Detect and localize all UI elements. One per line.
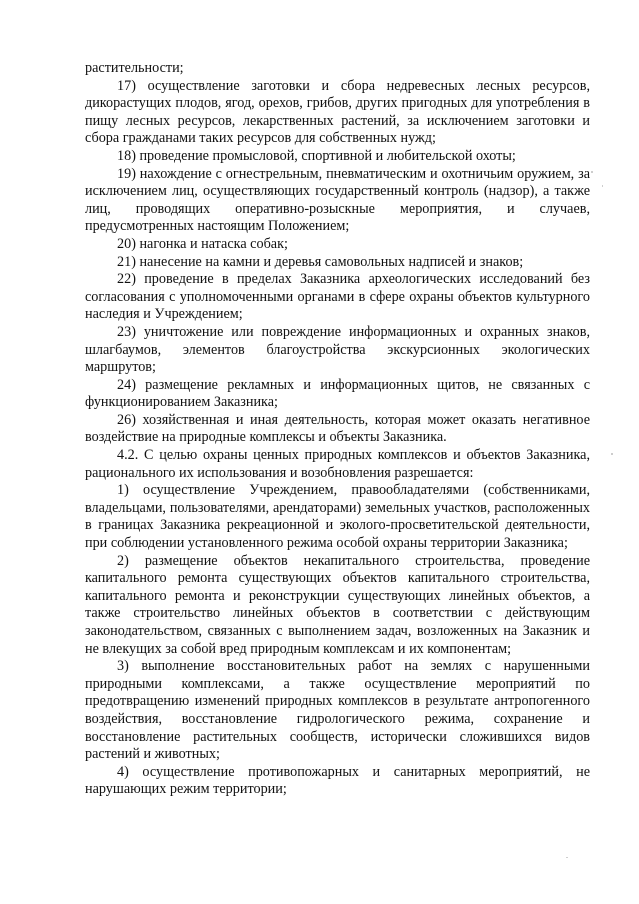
- document-body: [85, 60, 590, 799]
- list-item-19: 19) нахождение с огнестрельным, пневматическим и охотничьим оружием, за исключением лиц, осуществляющих государственный контроль (надзор), а также лиц, проводящих оперативно-розыскные мероприятия, и случаев, предусмотренных настоящим Положением;: [85, 165, 590, 235]
- list-item-17: 17) осуществление заготовки и сбора недревесных лесных ресурсов, дикорастущих плодов, ягод, орехов, грибов, других пригодных для употребления в пищу лесных ресурсов, лекарственных растений, за исключением заготовки и сбора гражданами таких ресурсов для собственных нужд;: [85, 77, 590, 147]
- list-item-20: 20) нагонка и натаска собак;: [117, 235, 288, 252]
- scan-speck: [602, 185, 603, 187]
- section-4-2-intro: 4.2. С целью охраны ценных природных комплексов и объектов Заказника, рационального их использования и возобновления разрешается:: [85, 447, 590, 481]
- allowed-item-1: 1) осуществление Учреждением, правообладателями (собственниками, владельцами, пользователями, арендаторами) земельных участков, расположенных в границах Заказника рекреационной и эколого-просветительской деятельности, при соблюдении установленного режима особой охраны территории Заказника;: [85, 482, 590, 552]
- paragraph-continuation: растительности;: [85, 60, 184, 76]
- list-item-26: 26) хозяйственная и иная деятельность, которая может оказать негативное воздействие на природные комплексы и объекты Заказника.: [85, 411, 590, 446]
- list-item-18: 18) проведение промысловой, спортивной и любительской охоты;: [117, 147, 516, 164]
- scan-speck: [591, 171, 593, 173]
- allowed-item-3: 3) выполнение восстановительных работ на землях с нарушенными природными комплексами, а также осуществление мероприятий по предотвращению изменений природных комплексов в результате антропогенного воздействия, восстановление гидрологического режима, сохранение и восстановление растительных сообществ, исторически сложившихся видов растений и животных;: [85, 658, 590, 763]
- scan-speck: [566, 857, 568, 858]
- allowed-item-2: 2) размещение объектов некапитального строительства, проведение капитального ремонта существующих объектов капитального строительства, капитального ремонта и реконструкции существующих линейных объектов, а также строительство линейных объектов в соответствии с действующим законодательством, связанных с выполнением задач, возложенных на Заказник и не влекущих за собой вред природным комплексам и их компонентам;: [85, 552, 590, 657]
- list-item-22: 22) проведение в пределах Заказника археологических исследований без согласования с уполномоченными органами в сфере охраны объектов культурного наследия и Учреждением;: [85, 271, 590, 323]
- scan-speck: [611, 453, 613, 455]
- list-item-21: 21) нанесение на камни и деревья самовольных надписей и знаков;: [117, 253, 524, 270]
- list-item-23: 23) уничтожение или повреждение информационных и охранных знаков, шлагбаумов, элементов благоустройства экскурсионных экологических маршрутов;: [85, 323, 590, 376]
- list-item-24: 24) размещение рекламных и информационных щитов, не связанных с функционированием Заказника;: [85, 376, 590, 411]
- allowed-item-4: 4) осуществление противопожарных и санитарных мероприятий, не нарушающих режим территории;: [85, 763, 590, 798]
